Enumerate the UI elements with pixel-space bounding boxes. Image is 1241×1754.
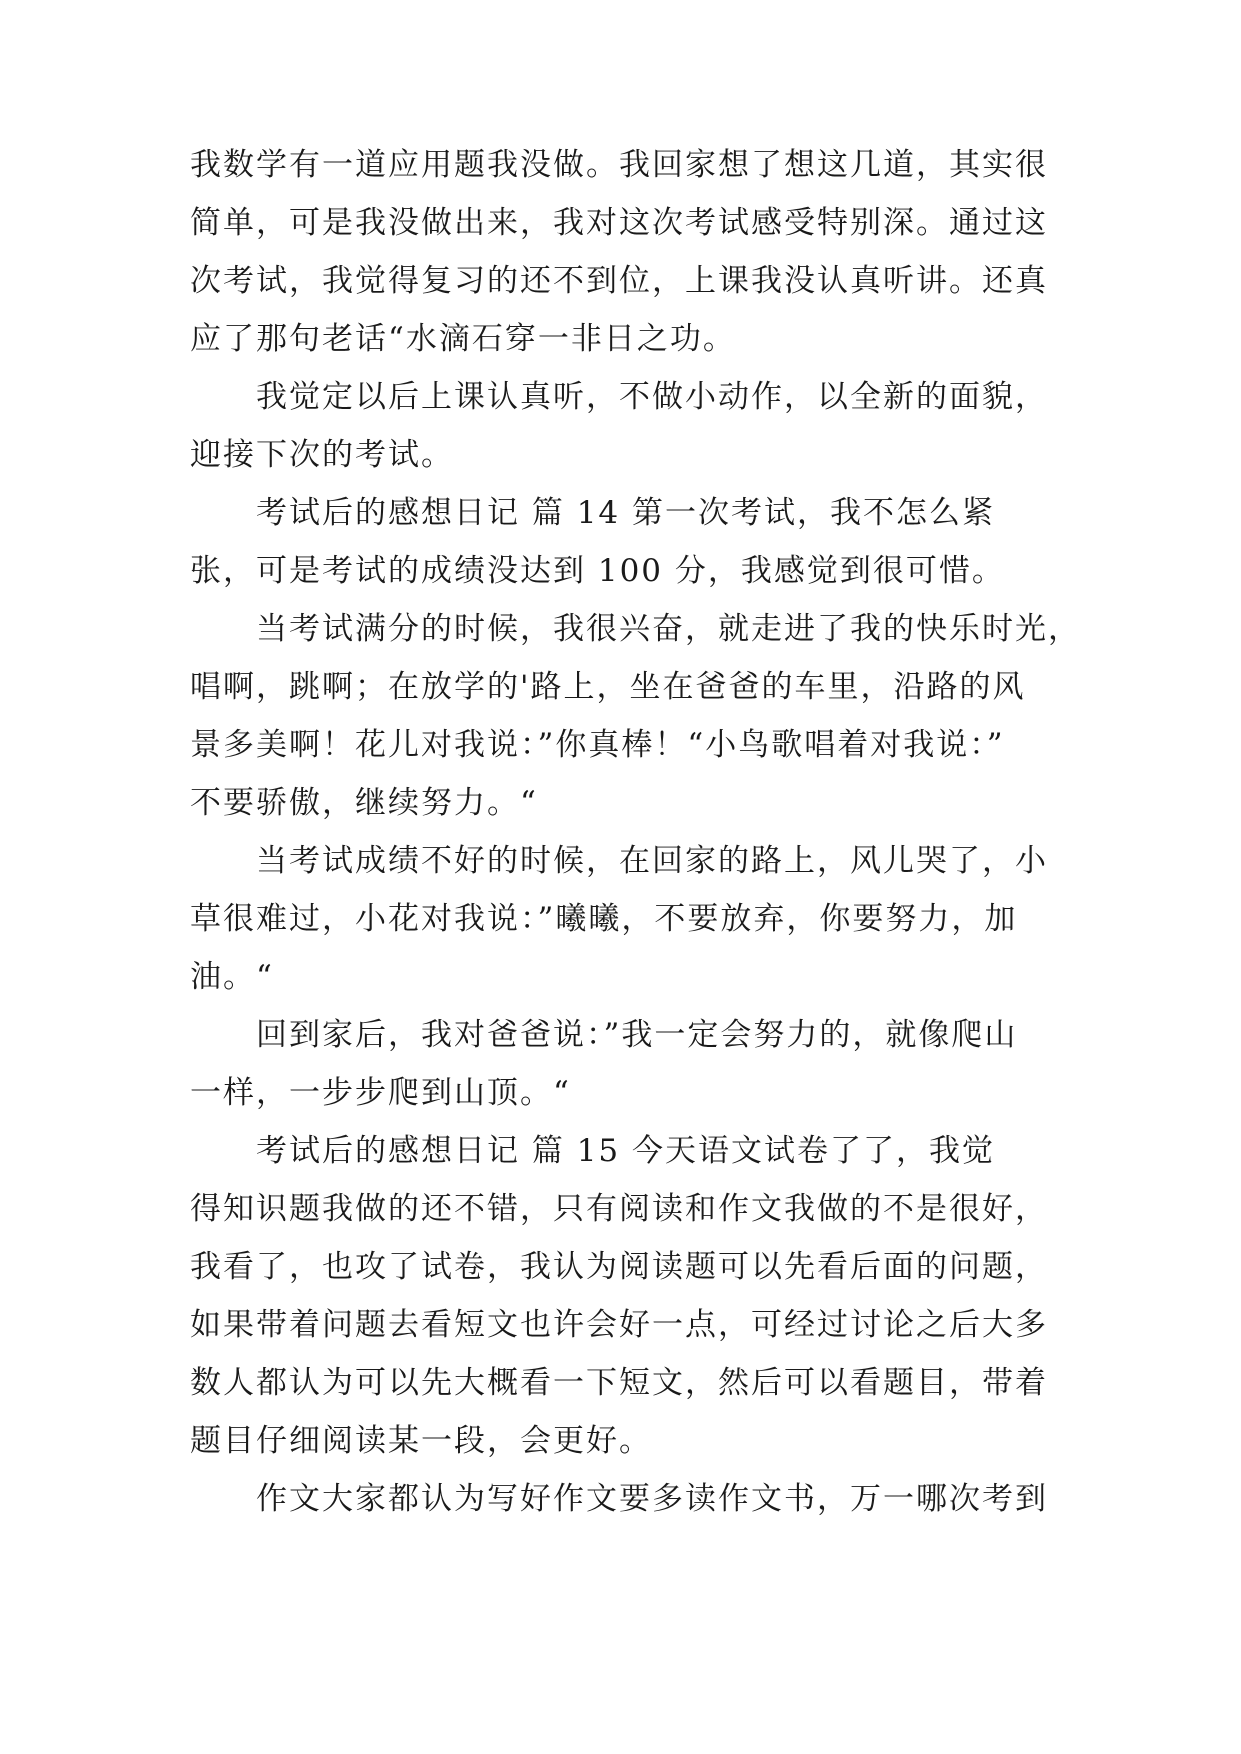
text-line: 唱啊，跳啊；在放学的'路上，坐在爸爸的车里，沿路的风 (190, 669, 1026, 705)
text-line: 考试后的感想日记 篇 14 第一次考试，我不怎么紧 (256, 495, 996, 531)
text-line: 回到家后，我对爸爸说：”我一定会努力的，就像爬山 (256, 1017, 1018, 1053)
text-line: 题目仔细阅读某一段，会更好。 (190, 1423, 652, 1459)
text-line: 迎接下次的考试。 (190, 437, 454, 473)
text-line: 作文大家都认为写好作文要多读作文书，万一哪次考到 (256, 1481, 1048, 1517)
text-line: 张，可是考试的成绩没达到 100 分，我感觉到很可惜。 (190, 553, 1005, 589)
text-line: 当考试满分的时候，我很兴奋，就走进了我的快乐时光， (256, 611, 1081, 647)
text-line: 数人都认为可以先大概看一下短文，然后可以看题目，带着 (190, 1365, 1048, 1401)
text-line: 一样，一步步爬到山顶。“ (190, 1075, 571, 1111)
text-line: 应了那句老话“水滴石穿一非日之功。 (190, 321, 736, 357)
text-line: 不要骄傲，继续努力。“ (190, 785, 538, 821)
text-line: 次考试，我觉得复习的还不到位，上课我没认真听讲。还真 (190, 263, 1048, 299)
text-line: 得知识题我做的还不错，只有阅读和作文我做的不是很好， (190, 1191, 1048, 1227)
text-line: 我数学有一道应用题我没做。我回家想了想这几道，其实很 (190, 147, 1048, 183)
text-line: 如果带着问题去看短文也许会好一点，可经过讨论之后大多 (190, 1307, 1048, 1343)
text-line: 简单，可是我没做出来，我对这次考试感受特别深。通过这 (190, 205, 1048, 241)
text-line: 我觉定以后上课认真听，不做小动作，以全新的面貌， (256, 379, 1048, 415)
text-line: 草很难过，小花对我说：”曦曦，不要放弃，你要努力，加 (190, 901, 1018, 937)
text-line: 考试后的感想日记 篇 15 今天语文试卷了了，我觉 (256, 1133, 996, 1169)
text-line: 油。“ (190, 959, 274, 995)
text-line: 我看了，也攻了试卷，我认为阅读题可以先看后面的问题， (190, 1249, 1048, 1285)
text-line: 当考试成绩不好的时候，在回家的路上，风儿哭了，小 (256, 843, 1048, 879)
text-line: 景多美啊！花儿对我说：”你真棒！“小鸟歌唱着对我说：” (190, 727, 1005, 763)
